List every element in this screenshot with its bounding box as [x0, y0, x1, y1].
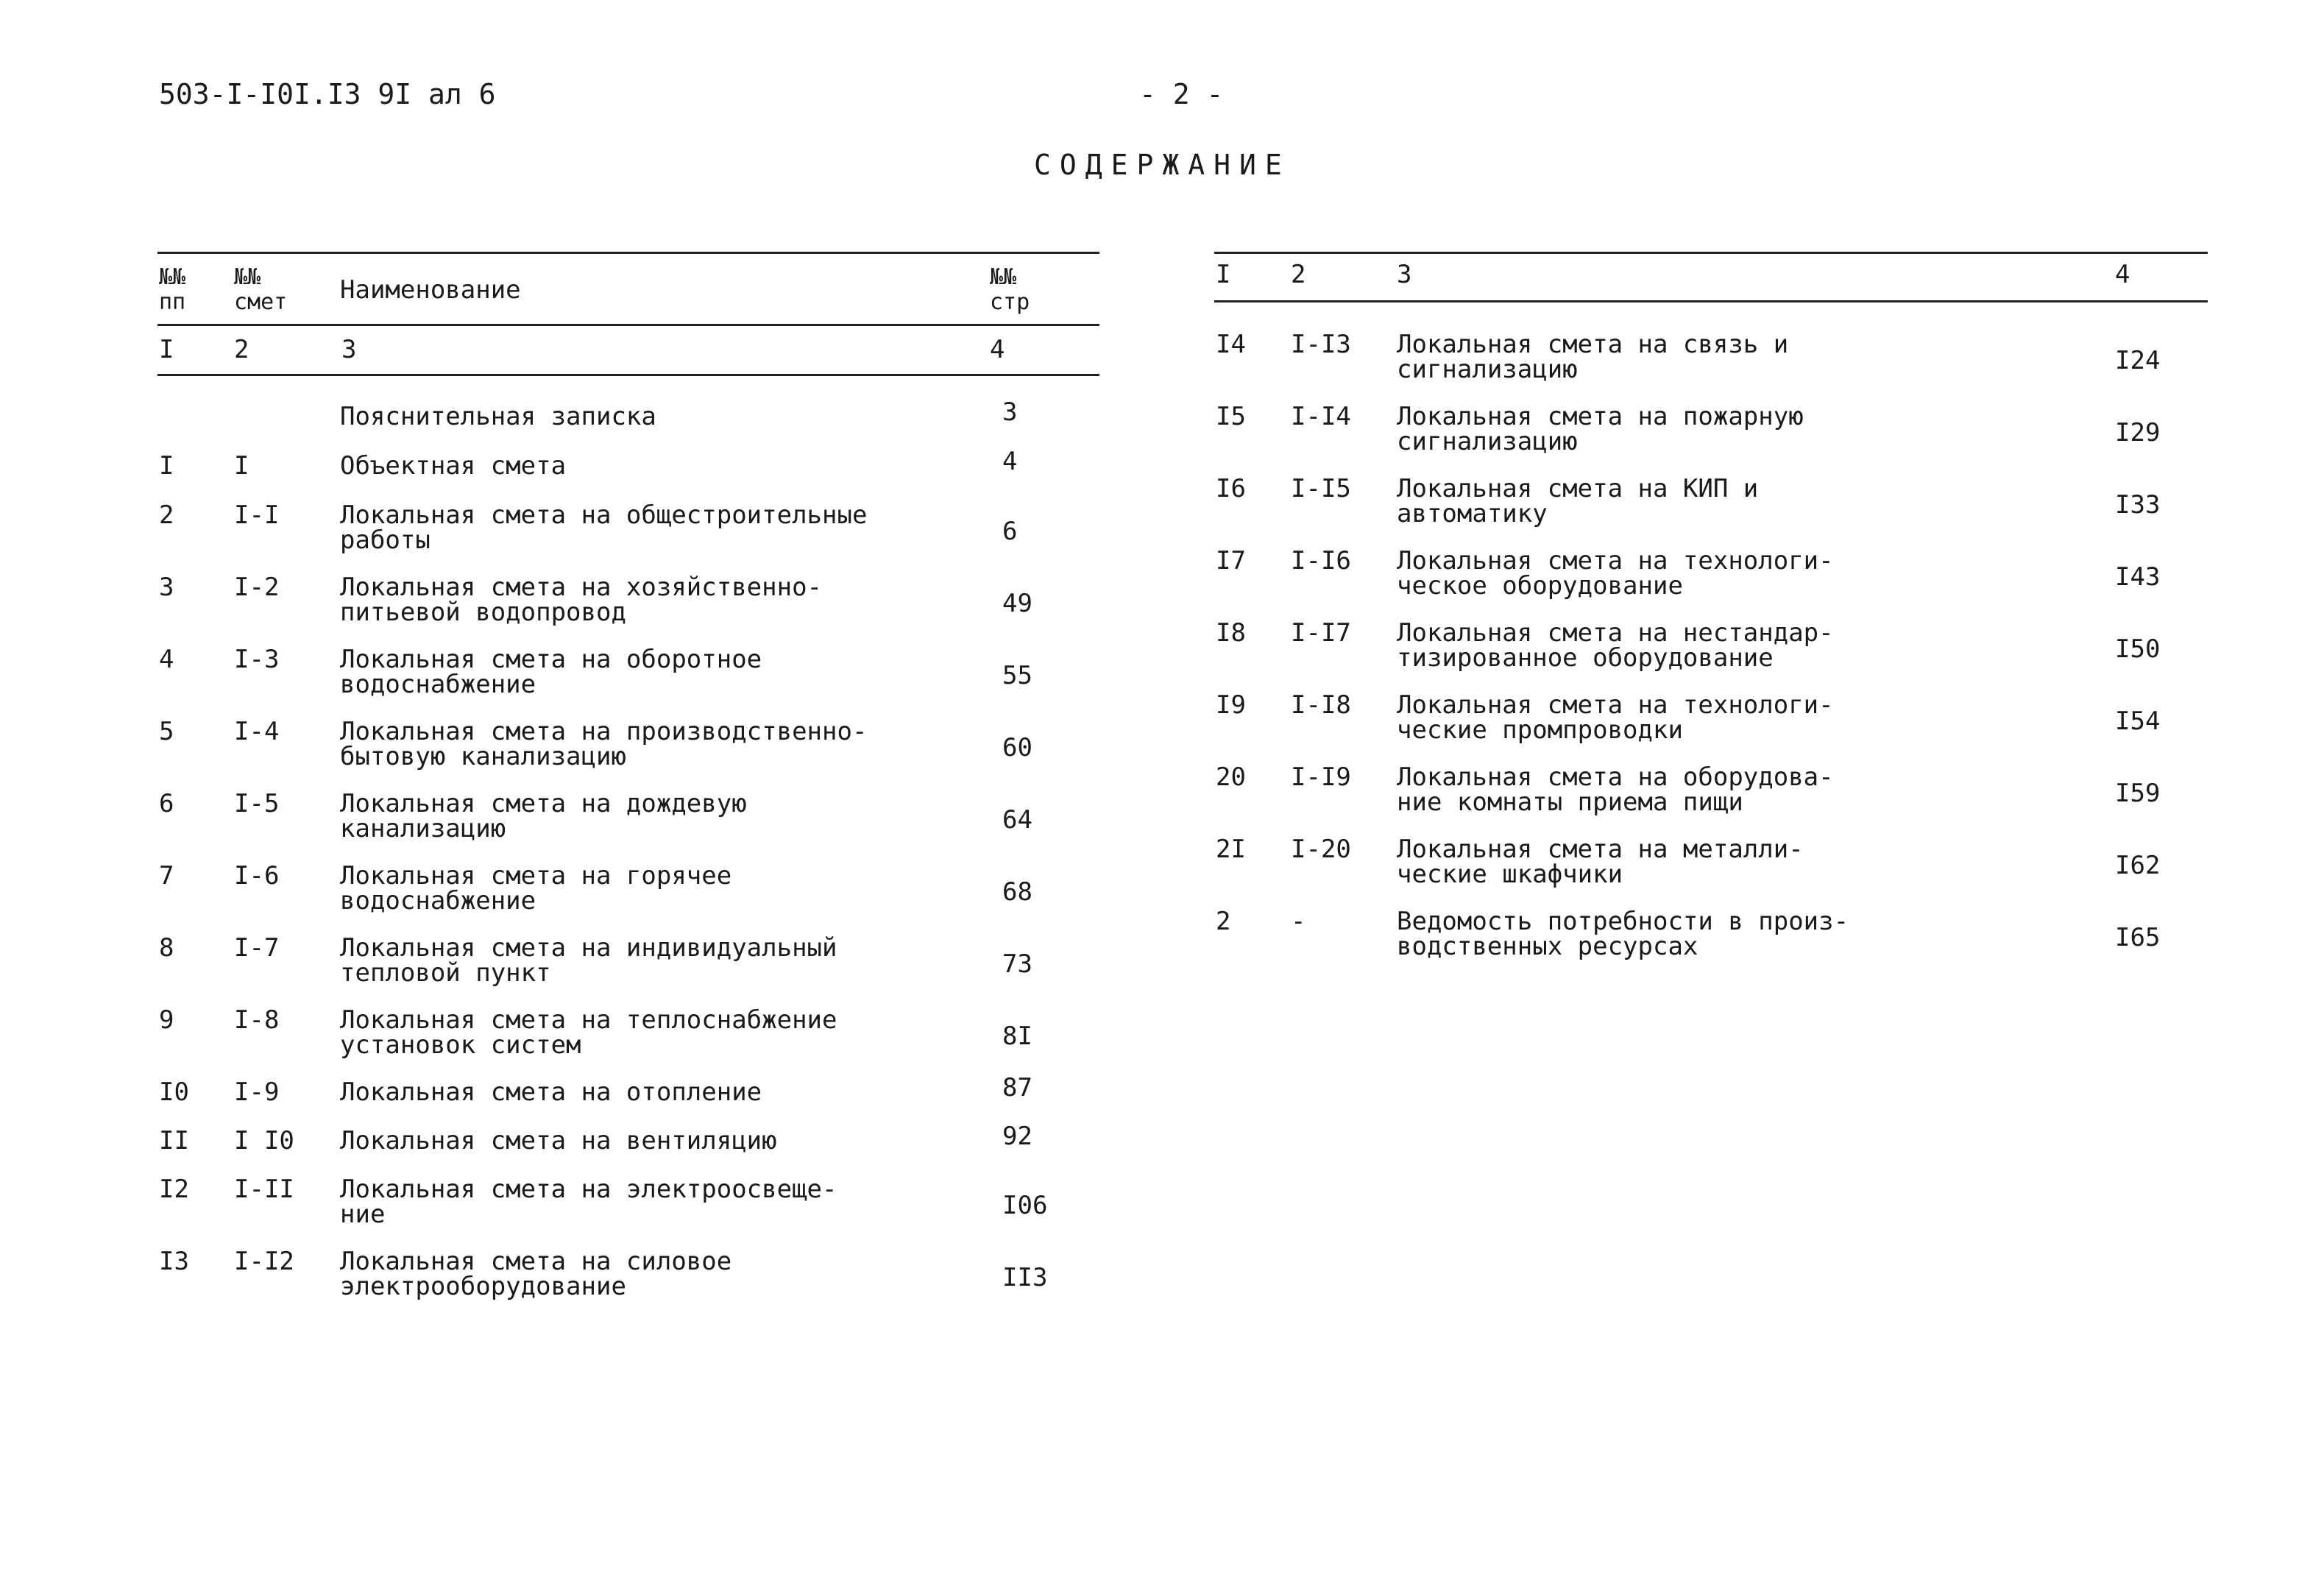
- row-name: Локальная смета на общестроительные работы: [340, 500, 868, 555]
- row-name: Пояснительная записка: [340, 402, 656, 431]
- row-number: 7: [159, 861, 174, 891]
- index-bottom-rule: [1214, 300, 2208, 302]
- header-smeta: №№ смет: [234, 264, 288, 315]
- row-number: 2: [1216, 907, 1231, 936]
- table-row: [157, 1177, 1099, 1243]
- row-number: I3: [159, 1247, 189, 1276]
- row-name: Локальная смета на вентиляцию: [340, 1126, 777, 1155]
- row-number: 6: [159, 789, 174, 818]
- row-number: I4: [1216, 330, 1246, 359]
- row-smeta-number: I-8: [234, 1005, 280, 1035]
- header-bottom-rule: [157, 324, 1099, 326]
- row-number: I8: [1216, 618, 1246, 648]
- row-smeta-number: I-I9: [1291, 762, 1351, 792]
- row-page-number: I29: [2115, 418, 2161, 447]
- row-number: I6: [1216, 474, 1246, 503]
- row-page-number: 3: [1002, 397, 1018, 427]
- document-code: 503-I-I0I.I3 9I ал 6: [159, 78, 496, 110]
- row-smeta-number: I-5: [234, 789, 280, 818]
- row-number: 4: [159, 645, 174, 674]
- index-col-3: 3: [1397, 260, 1412, 289]
- row-name: Локальная смета на дождевую канализацию: [340, 789, 747, 843]
- table-row: [1214, 404, 2208, 470]
- table-row: [157, 575, 1099, 641]
- row-number: 8: [159, 933, 174, 963]
- row-smeta-number: I-3: [234, 645, 280, 674]
- row-smeta-number: I-4: [234, 717, 280, 746]
- row-number: 20: [1216, 762, 1246, 792]
- row-name: Локальная смета на электроосвеще- ние: [340, 1175, 837, 1229]
- row-smeta-number: I-7: [234, 933, 280, 963]
- row-smeta-number: I-I2: [234, 1247, 294, 1276]
- row-page-number: I62: [2115, 851, 2161, 880]
- row-name: Локальная смета на технологи- ческие промпроводки: [1397, 690, 1834, 745]
- row-name: Локальная смета на силовое электрооборудование: [340, 1247, 732, 1301]
- index-col-2: 2: [234, 335, 249, 364]
- row-smeta-number: I-20: [1291, 835, 1351, 864]
- table-row: [1214, 332, 2208, 398]
- row-page-number: 73: [1002, 949, 1032, 979]
- row-smeta-number: I-I7: [1291, 618, 1351, 648]
- table-row: [157, 1005, 1099, 1074]
- row-page-number: 6: [1002, 517, 1018, 546]
- row-page-number: I33: [2115, 490, 2161, 520]
- row-smeta-number: I-I5: [1291, 474, 1351, 503]
- page-title: СОДЕРЖАНИЕ: [1034, 149, 1291, 181]
- row-number: II: [159, 1126, 189, 1155]
- row-number: I5: [1216, 402, 1246, 431]
- row-smeta-number: I-I3: [1291, 330, 1351, 359]
- table-row: [157, 647, 1099, 713]
- row-smeta-number: I-6: [234, 861, 280, 891]
- index-col-4: 4: [2115, 260, 2130, 289]
- row-page-number: 64: [1002, 805, 1032, 835]
- row-smeta-number: I-I6: [1291, 546, 1351, 576]
- row-page-number: 4: [1002, 447, 1018, 476]
- table-row: [157, 1249, 1099, 1315]
- row-page-number: 49: [1002, 589, 1032, 618]
- row-name: Локальная смета на горячее водоснабжение: [340, 861, 732, 916]
- row-number: 2I: [1216, 835, 1246, 864]
- row-page-number: I50: [2115, 634, 2161, 664]
- row-name: Локальная смета на пожарную сигнализацию: [1397, 402, 1804, 456]
- index-col-4: 4: [990, 335, 1005, 364]
- table-row: [1214, 909, 2208, 975]
- index-bottom-rule: [157, 374, 1099, 376]
- row-name: Локальная смета на металли- ческие шкафчики: [1397, 835, 1804, 889]
- row-smeta-number: I-II: [234, 1175, 294, 1204]
- row-smeta-number: I-2: [234, 573, 280, 602]
- row-number: I0: [159, 1077, 189, 1107]
- header-name: Наименование: [340, 275, 521, 305]
- table-row: [1214, 690, 2208, 759]
- row-name: Локальная смета на оборудова- ние комнаты приема пищи: [1397, 762, 1834, 817]
- table-row: [1214, 476, 2208, 542]
- row-name: Локальная смета на индивидуальный тепловой пункт: [340, 933, 837, 988]
- row-name: Объектная смета: [340, 451, 567, 481]
- row-name: Локальная смета на КИП и автоматику: [1397, 474, 1759, 528]
- row-page-number: 55: [1002, 661, 1032, 690]
- row-name: Локальная смета на отопление: [340, 1077, 762, 1107]
- row-page-number: 68: [1002, 877, 1032, 907]
- table-row: [1214, 620, 2208, 687]
- row-name: Локальная смета на производственно- бытовую канализацию: [340, 717, 868, 771]
- row-number: I2: [159, 1175, 189, 1204]
- row-smeta-number: I I0: [234, 1126, 294, 1155]
- index-col-1: I: [159, 335, 174, 364]
- row-name: Локальная смета на технологи- ческое оборудование: [1397, 546, 1834, 601]
- row-page-number: I59: [2115, 779, 2161, 808]
- table-top-rule: [157, 252, 1099, 254]
- row-name: Ведомость потребности в произ- водственных ресурсах: [1397, 907, 1849, 961]
- table-row: [157, 500, 1099, 569]
- table-row: [1214, 762, 2208, 831]
- table-row: [157, 719, 1099, 785]
- row-number: I: [159, 451, 174, 481]
- row-name: Локальная смета на хозяйственно- питьевой водопровод: [340, 573, 823, 627]
- row-number: I7: [1216, 546, 1246, 576]
- table-row: [1214, 548, 2208, 615]
- row-name: Локальная смета на нестандар- тизированное оборудование: [1397, 618, 1834, 673]
- row-smeta-number: I-9: [234, 1077, 280, 1107]
- row-number: I9: [1216, 690, 1246, 720]
- row-number: 2: [159, 500, 174, 530]
- row-smeta-number: I-I8: [1291, 690, 1351, 720]
- row-page-number: 92: [1002, 1122, 1032, 1151]
- table-top-rule: [1214, 252, 2208, 254]
- row-page-number: 8I: [1002, 1022, 1032, 1051]
- header-page: №№ стр: [990, 264, 1030, 315]
- row-page-number: I65: [2115, 923, 2161, 952]
- row-name: Локальная смета на оборотное водоснабжение: [340, 645, 762, 699]
- index-col-1: I: [1216, 260, 1231, 289]
- row-page-number: I06: [1002, 1191, 1048, 1220]
- index-col-2: 2: [1291, 260, 1306, 289]
- row-page-number: I54: [2115, 707, 2161, 736]
- row-number: 9: [159, 1005, 174, 1035]
- table-row: [157, 791, 1099, 857]
- table-row: [1214, 837, 2208, 903]
- row-number: 3: [159, 573, 174, 602]
- table-row: [157, 863, 1099, 930]
- row-page-number: 60: [1002, 733, 1032, 762]
- index-col-3: 3: [341, 335, 357, 364]
- table-row: [157, 935, 1099, 1002]
- row-page-number: II3: [1002, 1263, 1048, 1292]
- row-smeta-number: I-I4: [1291, 402, 1351, 431]
- row-name: Локальная смета на теплоснабжение установок систем: [340, 1005, 837, 1060]
- row-smeta-number: I: [234, 451, 249, 481]
- row-smeta-number: I-I: [234, 500, 280, 530]
- page-number: - 2 -: [1139, 78, 1224, 110]
- row-page-number: 87: [1002, 1073, 1032, 1102]
- row-smeta-number: -: [1291, 907, 1306, 936]
- row-page-number: I24: [2115, 346, 2161, 375]
- row-name: Локальная смета на связь и сигнализацию: [1397, 330, 1789, 384]
- row-number: 5: [159, 717, 174, 746]
- row-page-number: I43: [2115, 562, 2161, 592]
- header-num: №№ пп: [159, 264, 186, 315]
